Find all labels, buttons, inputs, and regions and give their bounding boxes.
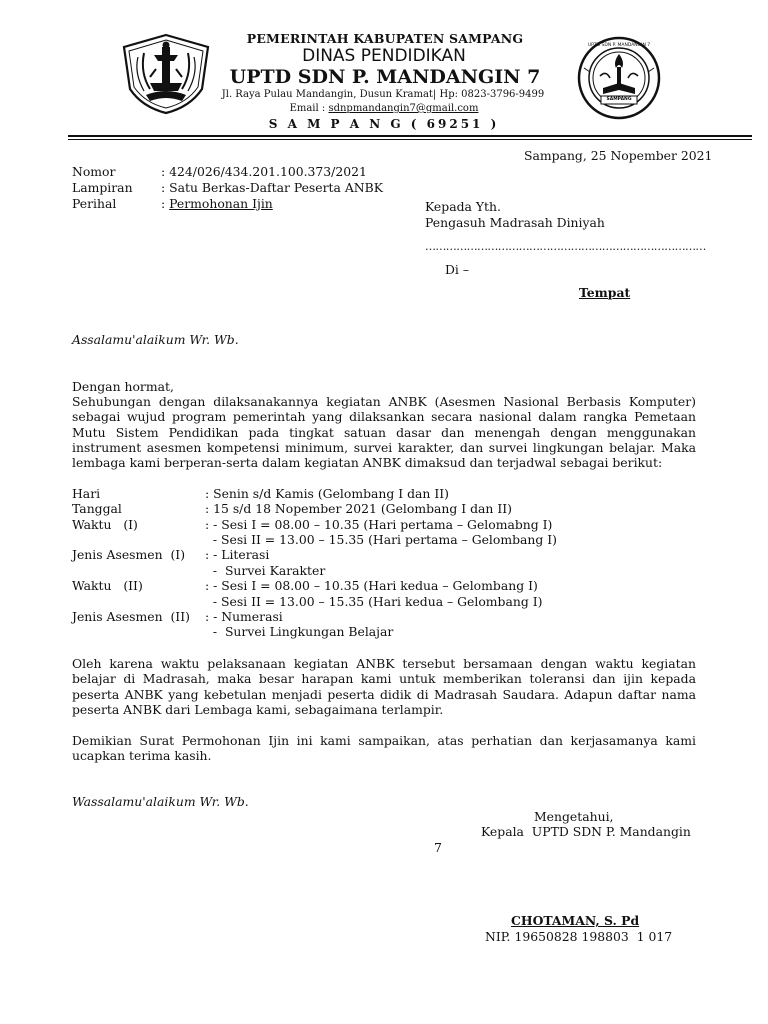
greeting: Assalamu'alaikum Wr. Wb. xyxy=(72,332,239,347)
schedule-label: Waktu (I) xyxy=(72,517,138,532)
meta-value-lampiran: : Satu Berkas-Daftar Peserta ANBK xyxy=(161,180,384,195)
city-postal: S A M P A N G ( 69251 ) xyxy=(268,117,500,131)
meta-value-perihal xyxy=(161,196,273,211)
schedule-value: : - Numerasi xyxy=(205,609,283,624)
body3-line: ucapkan terima kasih. xyxy=(72,748,212,764)
body3-line: Demikian Surat Permohonan Ijin ini kami sampaikan, atas perhatian dan kerjasamanya kami xyxy=(72,733,696,748)
body2-line: peserta ANBK yang kebetulan menjadi peserta didik di Madrasah Saudara. Adapun daftar nama xyxy=(72,686,696,702)
seal-top-text: UPTD SDN P. MANDANGIN 7 xyxy=(587,43,651,48)
school-address: Jl. Raya Pulau Mandangin, Dusun Kramat| Hp: 0823-3796-9499 xyxy=(221,89,545,100)
government-name: PEMERINTAH KABUPATEN SAMPANG xyxy=(246,31,524,46)
meta-label-lampiran: Lampiran xyxy=(72,180,133,195)
schedule-label: Tanggal xyxy=(72,501,122,516)
schedule-value: : Senin s/d Kamis (Gelombang I dan II) xyxy=(205,486,449,501)
signatory-nip: NIP. 19650828 198803 1 017 xyxy=(485,929,673,944)
body-paragraph-1 xyxy=(72,394,696,470)
schedule-value: - Survei Karakter xyxy=(205,563,326,578)
seal-bottom-text: SAMPANG xyxy=(606,97,632,102)
schedule-label: Waktu (II) xyxy=(72,578,143,593)
body-paragraph-2 xyxy=(72,656,696,717)
schedule-value: : - Literasi xyxy=(205,547,270,562)
signatory-name: CHOTAMAN, S. Pd xyxy=(511,913,640,928)
schedule-value: : 15 s/d 18 Nopember 2021 (Gelombang I dan II) xyxy=(205,501,512,516)
school-name: UPTD SDN P. MANDANGIN 7 xyxy=(229,66,541,88)
schedule-label: Jenis Asesmen (II) xyxy=(72,609,190,624)
body1-line: Sehubungan dengan dilaksanakannya kegiatan ANBK (Asesmen Nasional Berbasis Komputer) xyxy=(72,394,696,409)
header-rule-thin xyxy=(68,139,752,140)
schedule-value: - Survei Lingkungan Belajar xyxy=(205,624,394,639)
email-link[interactable]: sdnpmandangin7@gmail.com xyxy=(328,103,479,114)
recipient-line2: Pengasuh Madrasah Diniyah xyxy=(425,215,605,230)
closing-greeting: Wassalamu'alaikum Wr. Wb. xyxy=(72,794,249,809)
schedule-label: Jenis Asesmen (I) xyxy=(72,547,186,562)
email-label: Email : xyxy=(289,103,329,114)
perihal-subject: Permohonan Ijin xyxy=(169,196,273,211)
recipient-line1: Kepada Yth. xyxy=(425,199,501,214)
schedule-value: : - Sesi I = 08.00 – 10.35 (Hari pertama – Gelomabng I) xyxy=(205,517,553,532)
signature-title: Kepala UPTD SDN P. Mandangin xyxy=(481,824,691,839)
meta-label-perihal: Perihal xyxy=(72,196,117,211)
schedule-value: - Sesi II = 13.00 – 15.35 (Hari kedua – Gelombang I) xyxy=(205,594,543,609)
schedule-label: Hari xyxy=(72,486,101,501)
signature-known: Mengetahui, xyxy=(534,809,614,824)
body1-line: sebagai wujud program pemerintah yang dilaksankan secara nasional dalam rangka Pemetaan xyxy=(72,409,696,425)
meta-value-nomor: : 424/026/434.201.100.373/2021 xyxy=(161,164,367,179)
header-rule-thick xyxy=(68,135,752,137)
body2-line: Oleh karena waktu pelaksanaan kegiatan ANBK tersebut bersamaan dengan waktu kegiatan xyxy=(72,656,696,671)
recipient-dots: ……………………………………………………………………… xyxy=(425,240,706,253)
body1-line: Mutu Sistem Pendidikan pada tingkat satuan dasar dan menengah dengan menggunakan xyxy=(72,424,696,440)
opening: Dengan hormat, xyxy=(72,379,174,394)
recipient-tempat: Tempat xyxy=(579,285,631,300)
letterhead xyxy=(0,0,768,140)
perihal-colon: : xyxy=(161,196,170,211)
department-name: DINAS PENDIDIKAN xyxy=(302,46,466,66)
body1-line: lembaga kami berperan-serta dalam kegiatan ANBK dimaksud dan terjadwal sebagai berikut: xyxy=(72,455,663,471)
meta-label-nomor: Nomor xyxy=(72,164,116,179)
body2-line: belajar di Madrasah, maka besar harapan kami untuk memberikan toleransi dan ijin kepada xyxy=(72,671,696,687)
body-paragraph-3 xyxy=(72,733,696,764)
body2-line: peserta ANBK dari Lembaga kami, sebagaimana terlampir. xyxy=(72,701,444,717)
school-email-line xyxy=(0,103,768,114)
signature-title-cont: 7 xyxy=(434,840,442,855)
body1-line: instrument asesmen kompetensi minimum, survei karakter, dan survei lingkungan belajar. Maka xyxy=(72,439,696,455)
recipient-di: Di – xyxy=(445,262,470,277)
schedule-value: - Sesi II = 13.00 – 15.35 (Hari pertama – Gelombang I) xyxy=(205,532,558,547)
schedule-value: : - Sesi I = 08.00 – 10.35 (Hari kedua – Gelombang I) xyxy=(205,578,538,593)
letter-date: Sampang, 25 Nopember 2021 xyxy=(524,148,713,163)
